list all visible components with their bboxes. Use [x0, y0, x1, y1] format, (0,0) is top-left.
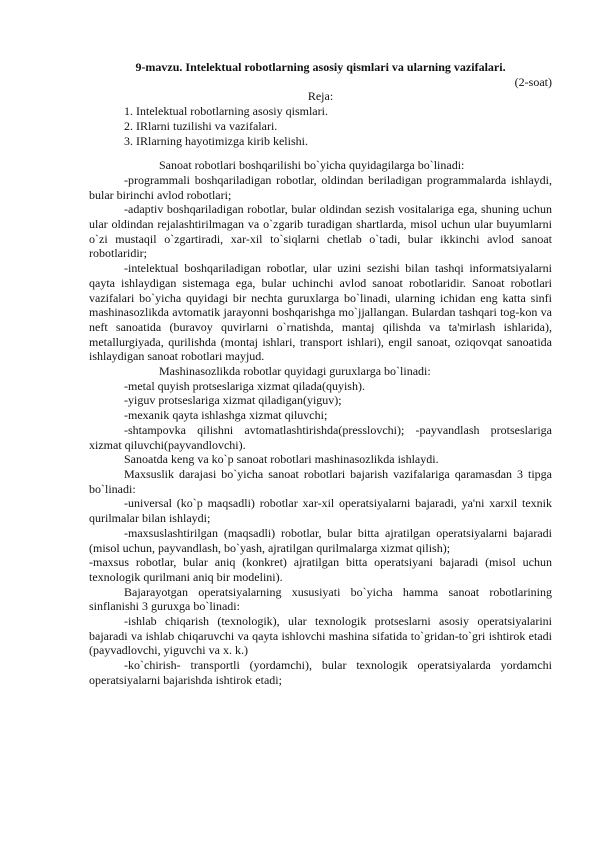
- document-title: 9-mavzu. Intelektual robotlarning asosiy qismlari va ularning vazifalari.: [135, 60, 506, 74]
- spacer: [89, 148, 552, 158]
- paragraph: -ishlab chiqarish (texnologik), ular texnologik protseslarni asosiy operatsiyalarini bajaradi va ishlab chiqaruvchi va qayta ishlovchi mashina sifatida to`gridan-to`gri ishtirok etadi (payvadlovchi, yiguvchi va x. k.): [89, 614, 552, 658]
- paragraph: -maxsuslashtirilgan (maqsadli) robotlar, bular bitta ajratilgan operatsiyalarni bajaradi (misol uchun, payvandlash, bo`yash, ajratilgan qurilmalarga xizmat qilish);: [89, 525, 552, 555]
- paragraph: Bajarayotgan operatsiyalarning xususiyati bo`yicha hamma sanoat robotlarining sinflanishi 3 guruxga bo`linadi:: [89, 584, 552, 614]
- plan-item: 3. IRlarning hayotimizga kirib kelishi.: [124, 133, 308, 148]
- paragraph: Mashinasozlikda robotlar quyidagi guruxlarga bo`linadi:: [159, 364, 431, 379]
- paragraph: -ko`chirish- transportli (yordamchi), bular texnologik operatsiyalarda yordamchi operatsiyalarni bajarishda ishtirok etadi;: [89, 658, 552, 687]
- paragraph: -intelektual boshqariladigan robotlar, ular uzini sezishi bilan tashqi informatsiyalarni qayta ishlaydigan sistemaga ega, bular uchinchi avlod sanoat robotlaridir. Sanoat robotlari vazifalari bo`yicha quyidagi bir nechta guruxlarga bo`linadi, ularning ichidan eng katta sinfi mashinasozlikda avtomatik jarayonni boshqarishga mo`jjallangan. Bulardan tashqari tog-kon va neft sanoatida (buravoy quvirlarni o`rnatishda, mantaj qilishda va ta'mirlash ishlarida), metallurgiyada, qurilishda (montaj ishlari, transport ishlari), engil sanoat, oziqovqat sanoatida ishlaydigan sanoat robotlari mayjud.: [89, 261, 552, 364]
- paragraph: Sanoatda keng va ko`p sanoat robotlari mashinasozlikda ishlaydi.: [124, 452, 439, 467]
- paragraph: -shtampovka qilishni avtomatlashtirishda(presslovchi); -payvandlash protseslariga xizmat qiluvchi(payvandlovchi).: [89, 422, 552, 452]
- paragraph: Maxsuslik darajasi bo`yicha sanoat robotlari bajarish vazifalariga qaramasdan 3 tipga bo`linadi:: [89, 466, 552, 496]
- plan-item: 1. Intelektual robotlarning asosiy qismlari.: [124, 104, 328, 119]
- paragraph: -programmali boshqariladigan robotlar, oldindan beriladigan programmalarda ishlaydi, bular birinchi avlod robotlari;: [89, 172, 552, 202]
- plan-list: [89, 104, 552, 148]
- paragraph: -universal (ko`p maqsadli) robotlar xar-xil operatsiyalarni bajaradi, ya'ni xarxil texnik qurilmalar bilan ishlaydi;: [89, 496, 552, 526]
- list-item: -mexanik qayta ishlashga xizmat qiluvchi;: [124, 408, 328, 423]
- paragraph: -maxsus robotlar, bular aniq (konkret) ajratilgan bitta operatsiyani bajaradi (misol uchun texnologik qurilmani aniq bir modelini).: [89, 555, 552, 584]
- paragraph: Sanoat robotlari boshqarilishi bo`yicha quyidagilarga bo`linadi:: [159, 158, 465, 173]
- paragraph: -adaptiv boshqariladigan robotlar, bular oldindan sezish vositalariga ega, shuning uchun ular oldindan rejalashtirilmagan va o`zgarib turadigan shartlarda, misol uchun ular buyumlarni o`zi mustaqil o`zgartiradi, xar-xil to`siqlarni chetlab o`tadi, bular ikkinchi avlod sanoat robotlaridir;: [89, 202, 552, 261]
- hours-label: (2-soat): [514, 74, 552, 89]
- list-item: -yiguv protseslariga xizmat qiladigan(yiguv);: [124, 393, 342, 408]
- list-item: -metal quyish protseslariga xizmat qilada(quyish).: [124, 378, 365, 393]
- plan-heading: Reja:: [307, 89, 334, 104]
- plan-item: 2. IRlarni tuzilishi va vazifalari.: [124, 118, 278, 133]
- document-page: [89, 60, 552, 688]
